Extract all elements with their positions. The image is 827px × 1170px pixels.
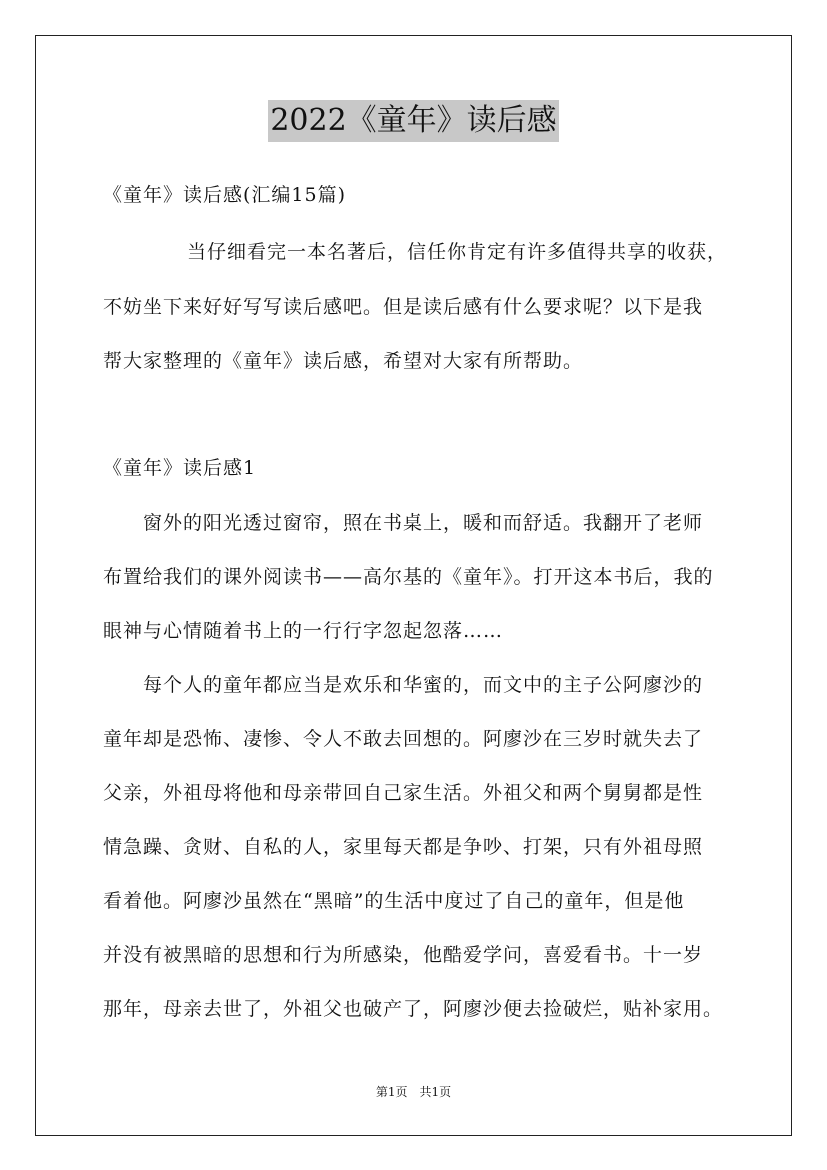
intro-line: 不妨坐下来好好写写读后感吧。但是读后感有什么要求呢？以下是我 [103,296,704,318]
section-heading: 《童年》读后感1 [103,457,257,479]
paragraph-line: 看着他。阿廖沙虽然在“黑暗”的生活中度过了自己的童年，但是他 [103,890,685,912]
document-subtitle: 《童年》读后感(汇编15篇) [103,184,347,206]
paragraph-line: 眼神与心情随着书上的一行行字忽起忽落…… [103,620,504,642]
paragraph-line: 布置给我们的课外阅读书——高尔基的《童年》。打开这本书后，我的 [103,566,714,588]
paragraph-line: 窗外的阳光透过窗帘，照在书桌上，暖和而舒适。我翻开了老师 [143,512,704,534]
paragraph-line: 并没有被黑暗的思想和行为所感染，他酷爱学问，喜爱看书。十一岁 [103,944,704,966]
document-title: 2022《童年》读后感 [268,100,558,142]
intro-line: 当仔细看完一本名著后，信任你肯定有许多值得共享的收获， [187,241,728,263]
paragraph-line: 每个人的童年都应当是欢乐和华蜜的，而文中的主子公阿廖沙的 [143,674,704,696]
paragraph-line: 情急躁、贪财、自私的人，家里每天都是争吵、打架，只有外祖母照 [103,836,704,858]
intro-line: 帮大家整理的《童年》读后感，希望对大家有所帮助。 [103,350,584,372]
paragraph-line: 那年，母亲去世了，外祖父也破产了，阿廖沙便去捡破烂，贴补家用。 [103,998,724,1020]
paragraph-line: 童年却是恐怖、凄惨、令人不敢去回想的。阿廖沙在三岁时就失去了 [103,728,704,750]
document-title-wrap [0,100,827,142]
paragraph-line: 父亲，外祖母将他和母亲带回自己家生活。外祖父和两个舅舅都是性 [103,782,704,804]
page-footer: 第1页 共1页 [375,1085,452,1099]
